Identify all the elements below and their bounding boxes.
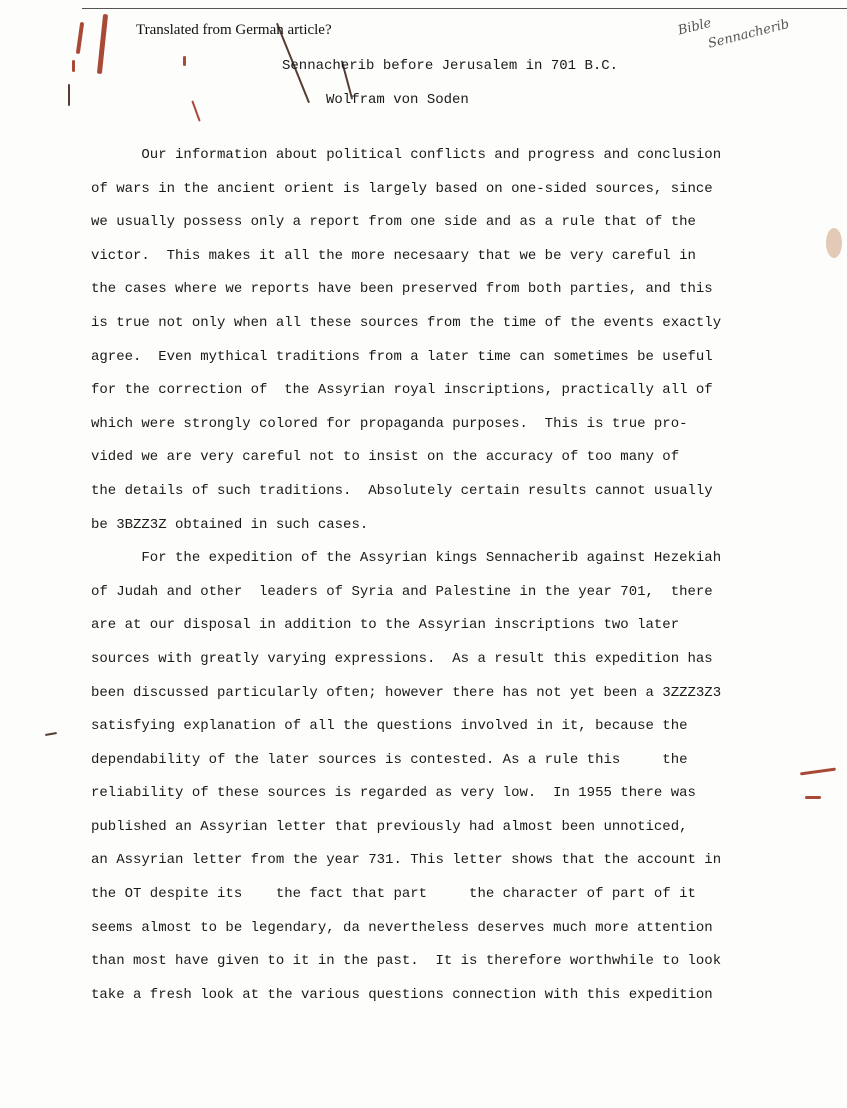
ink-stain: [183, 56, 186, 66]
text-line: the OT despite its the fact that part the character of part of it: [91, 886, 696, 903]
paragraph: [91, 542, 741, 1012]
text-line: reliability of these sources is regarded as very low. In 1955 there was: [91, 785, 696, 802]
ink-stain: [97, 14, 108, 74]
text-line: For the expedition of the Assyrian kings Sennacherib against Hezekiah: [91, 550, 722, 567]
text-line: Our information about political conflicts and progress and conclusion: [91, 147, 722, 163]
document-author: Wolfram von Soden: [326, 92, 469, 108]
paper-smudge: [826, 228, 842, 258]
margin-note-line: Bible: [676, 15, 713, 39]
text-line: be 3BZZ3Z obtained in such cases.: [91, 516, 369, 533]
text-line: victor. This makes it all the more necesaary that we be very careful in: [91, 247, 696, 264]
ink-stain: [68, 84, 70, 106]
text-line: vided we are very careful not to insist on the accuracy of too many of: [91, 449, 680, 466]
ink-stain: [800, 768, 836, 776]
margin-annotation: [676, 0, 792, 61]
document-title: Sennacherib before Jerusalem in 701 B.C.: [282, 58, 619, 74]
text-line: of Judah and other leaders of Syria and Palestine in the year 701, there: [91, 583, 713, 600]
text-line: an Assyrian letter from the year 731. This letter shows that the account in: [91, 852, 722, 869]
text-line: satisfying explanation of all the questions involved in it, because the: [91, 718, 688, 735]
margin-note-line: Sennacherib: [706, 16, 791, 52]
text-line: the cases where we reports have been preserved from both parties, and this: [91, 281, 713, 298]
text-line: is true not only when all these sources from the time of the events exactly: [91, 314, 722, 331]
ink-stain: [45, 732, 57, 736]
text-line: dependability of the later sources is contested. As a rule this the: [91, 751, 688, 768]
ink-stain: [191, 100, 200, 121]
text-line: than most have given to it in the past. It is therefore worthwhile to look: [91, 953, 722, 970]
ink-stain: [76, 22, 84, 54]
text-line: been discussed particularly often; however there has not yet been a 3ZZZ3Z3: [91, 684, 722, 701]
ink-stain: [72, 60, 75, 72]
text-line: which were strongly colored for propaganda purposes. This is true pro-: [91, 415, 688, 432]
text-line: published an Assyrian letter that previously had almost been unnoticed,: [91, 818, 688, 835]
text-line: we usually possess only a report from one side and as a rule that of the: [91, 214, 696, 231]
text-line: the details of such traditions. Absolutely certain results cannot usually: [91, 482, 713, 499]
handwritten-note: Translated from German article?: [136, 22, 332, 38]
text-line: sources with greatly varying expressions. As a result this expedition has: [91, 650, 713, 667]
text-line: for the correction of the Assyrian royal inscriptions, practically all of: [91, 382, 713, 399]
document-body: [91, 139, 741, 1012]
ink-stain: [805, 796, 821, 799]
text-line: are at our disposal in addition to the Assyrian inscriptions two later: [91, 617, 680, 634]
text-line: take a fresh look at the various questions connection with this expedition: [91, 986, 713, 1003]
text-line: seems almost to be legendary, da nevertheless deserves much more attention: [91, 919, 713, 936]
paragraph: [91, 139, 741, 542]
text-line: agree. Even mythical traditions from a later time can sometimes be useful: [91, 348, 713, 365]
text-line: of wars in the ancient orient is largely based on one-sided sources, since: [91, 180, 713, 197]
